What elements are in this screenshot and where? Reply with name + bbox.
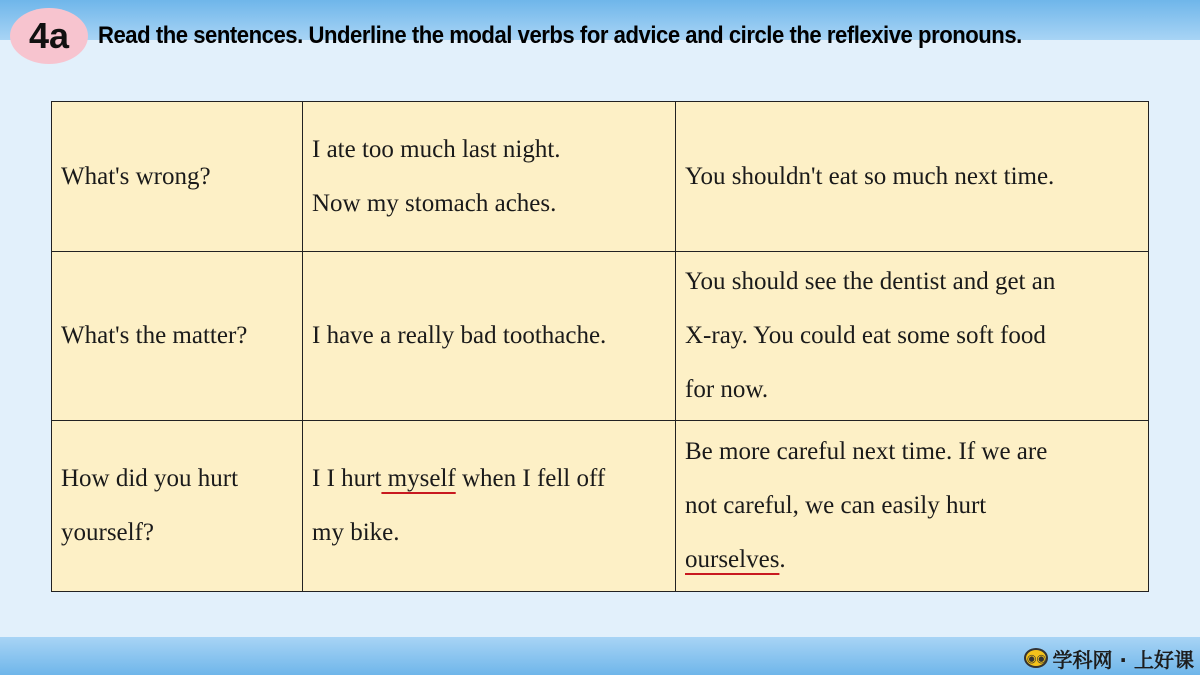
bottom-band bbox=[0, 637, 1200, 675]
advice-cell: You shouldn't eat so much next time. bbox=[676, 102, 1149, 252]
exercise-number: 4a bbox=[28, 15, 70, 56]
advice-cell: Be more careful next time. If we are not careful, we can easily hurt ourselves. bbox=[676, 421, 1149, 592]
exercise-table bbox=[51, 101, 1149, 592]
site-logo bbox=[1024, 645, 1194, 671]
question-cell: What's wrong? bbox=[52, 102, 303, 252]
problem-cell: I ate too much last night. Now my stomach aches. bbox=[303, 102, 676, 252]
question-cell: How did you hurt yourself? bbox=[52, 421, 303, 592]
glasses-face-icon: ◉◉ bbox=[1024, 648, 1048, 668]
instruction-text: Read the sentences. Underline the modal verbs for advice and circle the reflexive pronouns. bbox=[98, 22, 1022, 49]
underlined-myself: myself bbox=[381, 465, 456, 492]
problem-cell: I I hurt myself when I fell off my bike. bbox=[303, 421, 676, 592]
logo-text: 学科网 · 上好课 bbox=[1052, 647, 1194, 672]
table-row bbox=[52, 421, 1149, 592]
problem-cell: I have a really bad toothache. bbox=[303, 252, 676, 421]
exercise-badge bbox=[10, 8, 88, 64]
table-row bbox=[52, 252, 1149, 421]
underlined-ourselves: ourselves bbox=[685, 546, 780, 573]
table-row bbox=[52, 102, 1149, 252]
advice-cell: You should see the dentist and get an X-ray. You could eat some soft food for now. bbox=[676, 252, 1149, 421]
question-cell: What's the matter? bbox=[52, 252, 303, 421]
